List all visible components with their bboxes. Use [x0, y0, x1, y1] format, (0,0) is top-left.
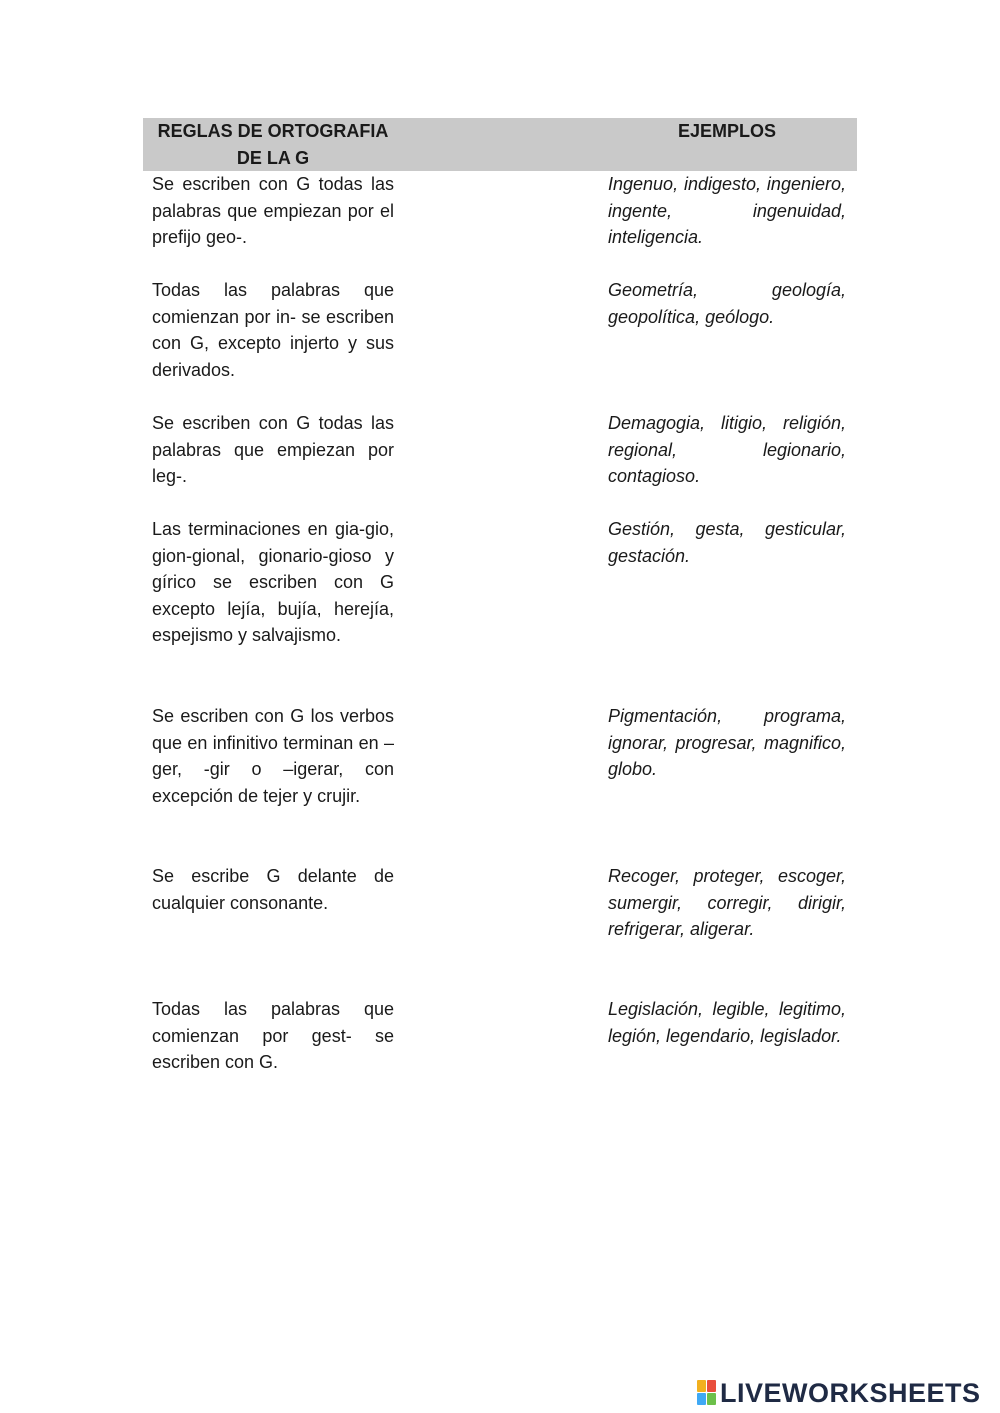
rules-column-header: REGLAS DE ORTOGRAFIA DE LA G [157, 121, 389, 168]
example-text-6: Recoger, proteger, escoger, sumergir, corregir, dirigir, refrigerar, aligerar. [608, 866, 846, 940]
example-text-3: Demagogia, litigio, religión, regional, legionario, contagioso. [608, 413, 846, 487]
example-text-2: Geometría, geología, geopolítica, geólogo. [608, 280, 846, 327]
example-text-7: Legislación, legible, legitimo, legión, legendario, legislador. [608, 999, 846, 1046]
rule-text-1: Se escriben con G todas las palabras que empiezan por el prefijo geo-. [152, 174, 394, 248]
liveworksheets-logo [697, 1378, 981, 1408]
rule-text-5: Se escriben con G los verbos que en infinitivo terminan en –ger, -gir o –igerar, con excepción de tejer y crujir. [152, 706, 394, 806]
rule-text-2: Todas las palabras que comienzan por in- se escriben con G, excepto injerto y sus derivados. [152, 280, 394, 380]
examples-column-header: EJEMPLOS [677, 121, 777, 141]
brand-name: LIVEWORKSHEETS [720, 1377, 981, 1408]
example-text-5: Pigmentación, programa, ignorar, progresar, magnifico, globo. [608, 706, 846, 780]
rule-text-4: Las terminaciones en gia-gio, gion-gional, gionario-gioso y gírico se escriben con G excepto lejía, bujía, herejía, espejismo y salvajismo. [152, 519, 394, 646]
liveworksheets-logo-icon [697, 1380, 717, 1406]
example-text-1: Ingenuo, indigesto, ingeniero, ingente, ingenuidad, inteligencia. [608, 174, 846, 248]
example-text-4: Gestión, gesta, gesticular, gestación. [608, 519, 846, 566]
rule-text-7: Todas las palabras que comienzan por gest- se escriben con G. [152, 999, 394, 1073]
rule-text-3: Se escriben con G todas las palabras que empiezan por leg-. [152, 413, 394, 487]
rule-text-6: Se escribe G delante de cualquier consonante. [152, 866, 394, 913]
